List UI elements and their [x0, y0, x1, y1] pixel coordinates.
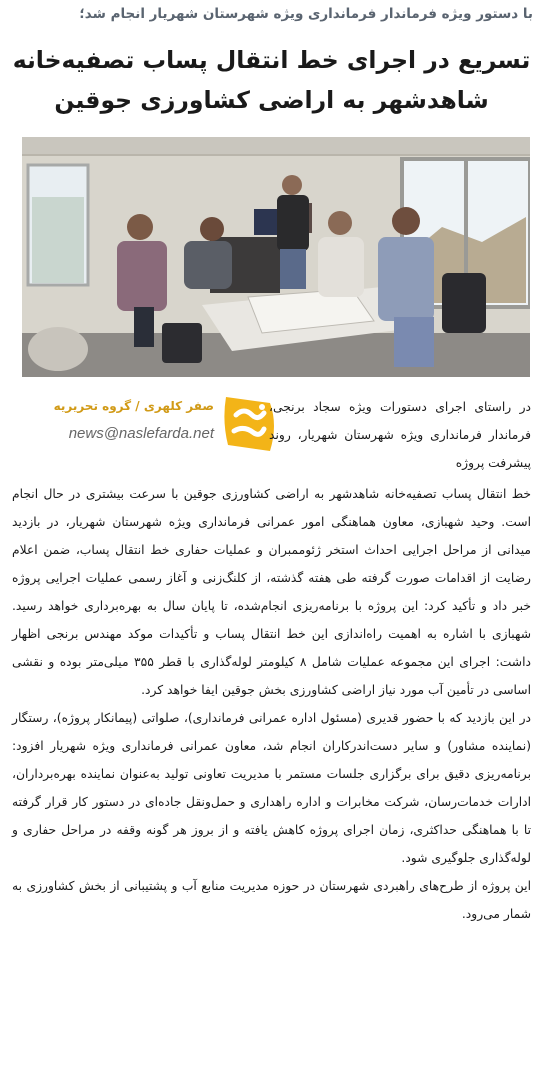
body-paragraph-3: این پروژه از طرح‌های راهبردی شهرستان در حوزه مدیریت منابع آب و پشتیبانی از بخش کشاورزی به شمار می‌رود.	[12, 879, 531, 921]
body-paragraph-1: خط انتقال پساب تصفیه‌خانه شاهدشهر به اراضی کشاورزی جوقین با سرعت بیشتری در حال انجام است. وحید شهبازی، معاون هماهنگی امور عمرانی فرمانداری ویژه شهرستان شهریار، در بازدید میدانی از مراحل اجرایی احداث استخر ژئوممبران و عملیات حفاری خط انتقال پساب، ضمن اعلام رضایت از اقدامات صورت گرفته طی هفته گذشته، از کلنگ‌زنی و آغاز رسمی عملیات اجرایی پروژه خبر داد و تأکید کرد: این پروژه با برنامه‌ریزی انجام‌شده، تا پایان سال به بهره‌برداری خواهد رسید. شهبازی با اشاره به اهمیت راه‌اندازی این خط انتقال پساب و تأکیدات موکد مهندس برنجی اظهار داشت: اجرای این مجموعه عملیات شامل ۸ کیلومتر لوله‌گذاری با قطر ۳۵۵ میلی‌متر بوده و نقشی اساسی در تأمین آب مورد نیاز اراضی کشاورزی بخش جوقین ایفا خواهد کرد.	[12, 487, 531, 697]
byline-email[interactable]: news@naslefarda.net	[68, 425, 214, 442]
article-headline	[12, 40, 531, 120]
article-lead-paragraph: در راستای اجرای دستورات ویژه سجاد برنجی، فرماندار فرمانداری ویژه شهرستان شهریار، روند پیشرفت پروژه	[269, 400, 531, 470]
body-paragraph-2: در این بازدید که با حضور قدیری (مسئول اداره عمرانی فرمانداری)، صلواتی (پیمانکار پروژه)، رستگار (نماینده مشاور) و سایر دست‌اندرکاران انجام شد، معاون عمرانی فرمانداری ویژه شهریار افزود: برنامه‌ریزی دقیق برای برگزاری جلسات مستمر با مدیریت تعاونی تولید به‌عنوان نماینده بهره‌برداران، ادارات خدمات‌رسان، شرکت مخابرات و اداره راهداری و حمل‌ونقل جاده‌ای در دستور کار قرار گرفته تا با هماهنگی حداکثری، زمان اجرای پروژه کاهش یافته و از بروز هر گونه وقفه در مراحل حفاری و لوله‌گذاری جلوگیری شود.	[12, 711, 531, 865]
article-photo	[22, 137, 530, 377]
article-body	[12, 480, 531, 928]
byline-author: صفر کلهری / گروه تحریریه	[53, 399, 214, 413]
byline-block	[18, 393, 278, 463]
article-kicker: با دستور ویژه فرماندار فرمانداری ویژه شهرستان شهریار انجام شد؛	[79, 6, 533, 22]
headline-line-1: تسریع در اجرای خط انتقال پساب تصفیه‌خانه	[12, 46, 531, 74]
headline-line-2: شاهدشهر به اراضی کشاورزی جوقین	[54, 86, 489, 114]
